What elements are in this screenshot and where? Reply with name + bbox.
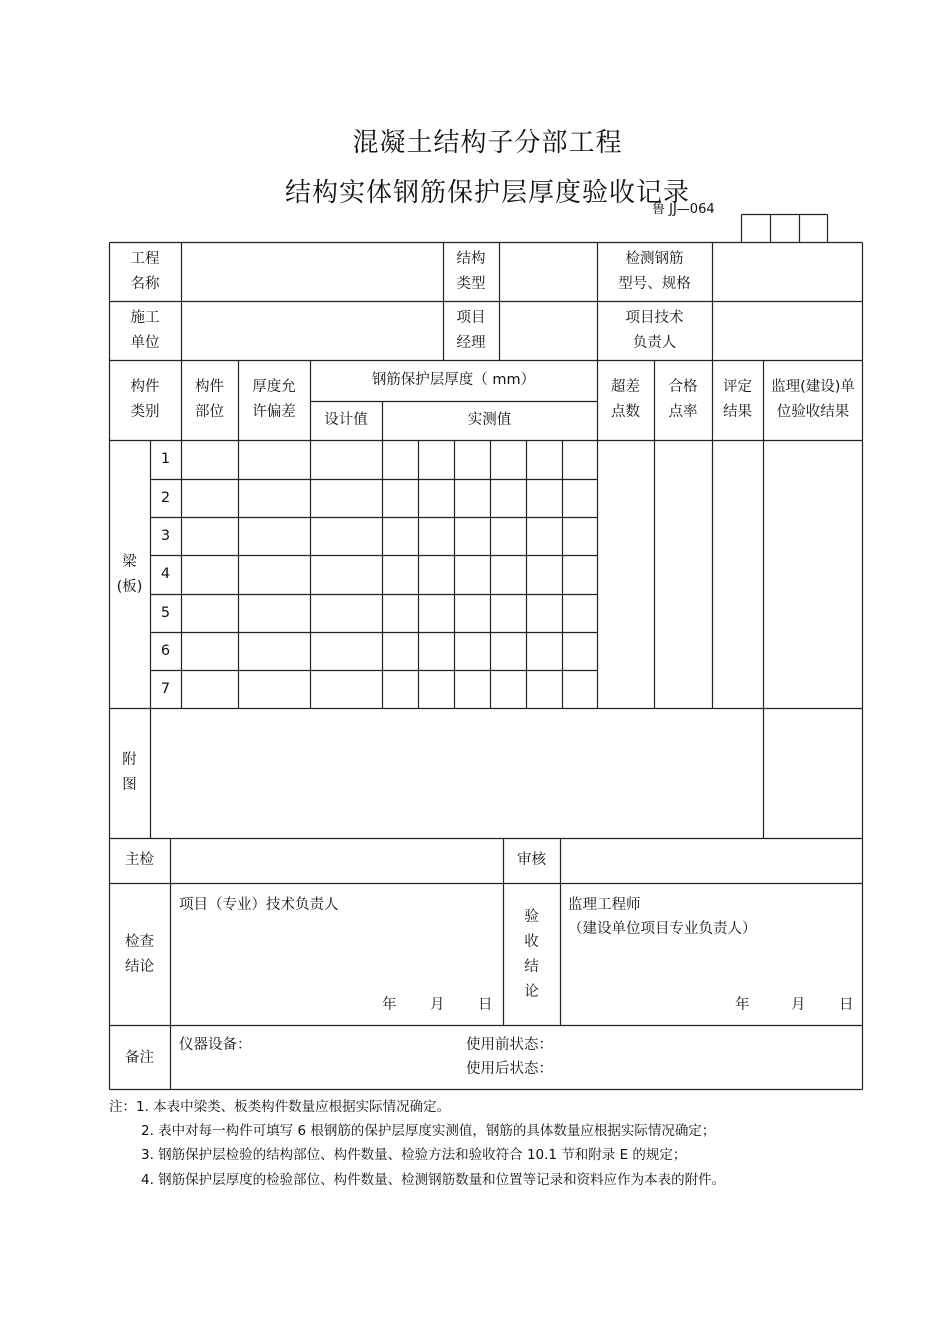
header-member-location: 构件 部位	[195, 379, 224, 420]
label-inspection-conclusion: 检查 结论	[125, 934, 154, 975]
label-project-name: 工程 名称	[130, 251, 160, 292]
row-number: 2	[160, 489, 171, 506]
note-3: 3. 钢筋保护层检验的结构部位、构件数量、检验方法和验收符合 10.1 节和附录 E 的规定；	[141, 1147, 687, 1163]
header-supervision-result: 监理(建设)单 位验收结果	[771, 379, 855, 420]
page-subtitle: 结构实体钢筋保护层厚度验收记录	[284, 178, 690, 208]
left-signer: 项目（专业）技术负责人	[179, 897, 339, 913]
right-signer: 监理工程师	[568, 897, 641, 913]
left-day: 日	[478, 997, 493, 1013]
remarks-before-status: 使用前状态：	[466, 1037, 553, 1053]
label-project-manager: 项目 经理	[456, 310, 486, 351]
label-beam-slab: 梁 (板)	[116, 554, 143, 595]
note-4: 4. 钢筋保护层厚度的检验部位、构件数量、检测钢筋数量和位置等记录和资料应作为本表的附件。	[141, 1172, 726, 1188]
row-number: 1	[160, 451, 171, 467]
label-structure-type: 结构 类型	[456, 251, 486, 292]
label-reviewer: 审核	[517, 852, 546, 868]
header-cover-thickness: 钢筋保护层厚度（ mm）	[371, 372, 536, 388]
header-tolerance: 厚度允 许偏差	[252, 379, 296, 420]
header-pass-rate: 合格 点率	[668, 379, 698, 420]
label-acceptance-conclusion: 验 收 结 论	[524, 909, 539, 1000]
right-year: 年	[735, 997, 750, 1013]
left-month: 月	[430, 997, 445, 1013]
row-number: 6	[160, 642, 171, 659]
label-remarks: 备注	[125, 1050, 154, 1066]
left-year: 年	[382, 997, 397, 1013]
page-title: 混凝土结构子分部工程	[352, 128, 623, 158]
row-number: 3	[160, 527, 171, 544]
header-member-type: 构件 类别	[130, 379, 160, 420]
header-design-value: 设计值	[324, 412, 368, 428]
label-tech-lead: 项目技术 负责人	[625, 310, 684, 351]
label-rebar-spec: 检测钢筋 型号、规格	[618, 251, 691, 292]
label-attachment: 附 图	[122, 752, 137, 793]
row-number: 5	[160, 604, 171, 621]
right-day: 日	[839, 997, 854, 1013]
form-code: 鲁 JJ—064	[652, 202, 715, 217]
header-evaluation: 评定 结果	[723, 379, 752, 420]
label-contractor: 施工 单位	[130, 310, 160, 351]
row-number: 4	[160, 566, 171, 582]
right-signer-sub: （建设单位项目专业负责人）	[568, 921, 757, 937]
note-2: 2. 表中对每一构件可填写 6 根钢筋的保护层厚度实测值，钢筋的具体数量应根据实际情况确定；	[141, 1123, 716, 1139]
note-1: 注：1. 本表中梁类、板类构件数量应根据实际情况确定。	[109, 1099, 451, 1115]
header-out-of-tolerance: 超差 点数	[611, 379, 640, 420]
label-chief-inspector: 主检	[125, 852, 154, 868]
header-measured-value: 实测值	[467, 412, 512, 428]
remarks-equipment: 仪器设备：	[179, 1037, 252, 1053]
row-number: 7	[160, 680, 171, 697]
remarks-after-status: 使用后状态：	[466, 1061, 553, 1077]
right-month: 月	[791, 997, 806, 1013]
